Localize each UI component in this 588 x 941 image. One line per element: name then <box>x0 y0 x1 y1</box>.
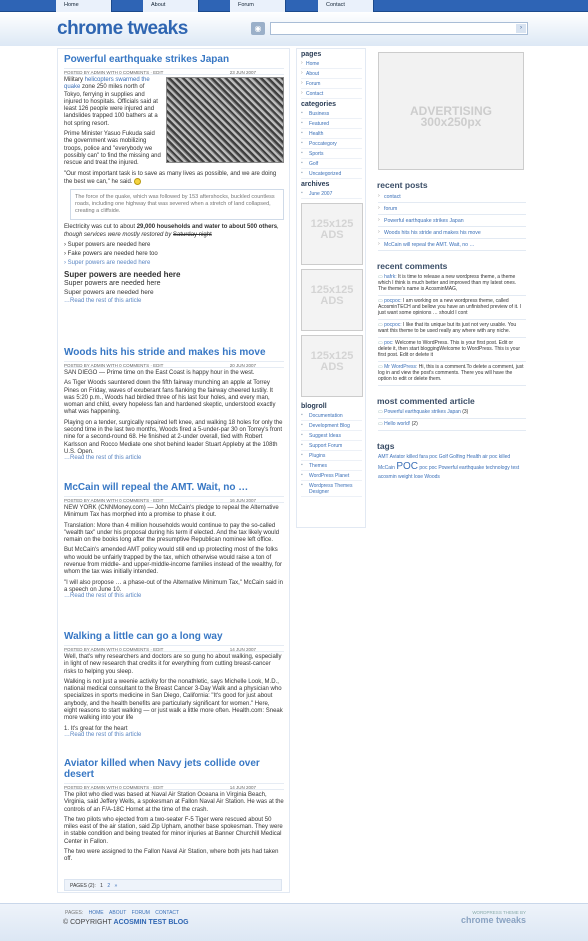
sidebar-link[interactable]: › About <box>301 69 362 79</box>
read-more-link[interactable]: …Read the rest of this article <box>64 455 142 462</box>
sidebar-heading: blogroll <box>301 403 327 410</box>
footer-link-home[interactable]: HOME <box>88 910 104 916</box>
recent-post-link[interactable]: › Woods hits his stride and makes his move <box>378 227 526 239</box>
archive-link[interactable]: ▪ June 2007 <box>301 189 362 199</box>
post-date: 23 JUN 2007 <box>229 70 256 75</box>
list-item: › Fake powers are needed here too <box>64 251 158 258</box>
recent-post-link[interactable]: › Powerful earthquake strikes Japan <box>378 215 526 227</box>
recent-comment: ▭ poc: Welcome to WordPress. This is your first post. Edit or delete it, then start bloggingWelcome to WordPress. This is your first post. Edit or delete it <box>378 338 526 362</box>
page-1[interactable]: 1 <box>100 883 103 889</box>
recent-comment: ▭ pocpoc: I am working on a new wordpress theme, called AcosminTECH and bellow you have an unfinished preview of it. I just want some opinions … should I cont <box>378 296 526 320</box>
category-link[interactable]: ▪ Business <box>301 109 362 119</box>
top-nav-bar <box>0 0 588 12</box>
post-meta: POSTED BY ADMIN WITH 0 COMMENTS · EDIT 14 JUN 2007 <box>64 645 284 652</box>
comment-icon: ▭ <box>378 274 385 280</box>
recent-post-link[interactable]: › contact <box>378 191 526 203</box>
site-logo[interactable]: chrome tweaks <box>57 18 188 39</box>
inline-link[interactable]: helicopters swarmed the quake <box>64 77 150 91</box>
sidebar-heading: archives <box>301 181 330 188</box>
post-meta: POSTED BY ADMIN WITH 0 COMMENTS · EDIT 16 JUN 2007 <box>64 496 284 503</box>
sidebar-heading: recent comments <box>377 261 448 271</box>
post <box>64 631 284 738</box>
sidebar-heading: categories <box>301 101 337 108</box>
tag-link[interactable]: poc poc <box>419 465 437 471</box>
recent-post-link[interactable]: › McCain will repeal the AMT. Wait, no … <box>378 239 526 251</box>
header <box>0 12 588 46</box>
tag-link[interactable]: McCain <box>378 465 395 471</box>
heading: Super powers are needed here <box>64 269 181 279</box>
sidebar-link[interactable]: › Home <box>301 59 362 69</box>
recent-comment: ▭ hafrk: It is time to release a new wordpress theme, a theme which I think is much better and improved than my latest ones. The theme's name is AcosminMAG, <box>378 272 526 296</box>
tag-link[interactable]: Aviator killed <box>389 454 418 460</box>
blogroll-link[interactable]: ▪ Support Forum <box>301 441 362 451</box>
post <box>64 347 284 461</box>
recent-comment: ▭ Mr WordPress: Hi, this is a comment.To delete a comment, just log in and view the post's comments. There you will have the option to edit or delete them. <box>378 362 526 386</box>
post-title[interactable]: Walking a little can go a long way <box>64 631 223 642</box>
post <box>64 482 284 599</box>
tag-link[interactable]: acosmin <box>378 474 397 480</box>
heading: Super powers are needed here <box>64 289 154 297</box>
tag-link[interactable]: Golf <box>438 454 448 460</box>
footer-link-contact[interactable]: CONTACT <box>155 910 180 916</box>
post-date: 14 JUN 2007 <box>229 785 256 790</box>
next-page[interactable]: » <box>114 883 118 889</box>
post-body: Well, that's why researchers and doctors are so gung ho about walking, especially in light of new research that credits it for everything from cutting breast-cancer risks to helping you sleep. Walking is not just a weenie activity for the nonathletic, says Michelle Look, M.D., national medical consultant to the Breast Cancer 3-Day Walk and a physician who specializes in sports medicine in San Diego, California: "It's good for just about anybody, and the health benefits are particularly significant for women." Here, eight reasons to start walking — or just walk a little more often. Health.com: Sneak more walking into your life 1. It's great for the heart <box>64 654 283 732</box>
blogroll-link[interactable]: ▪ Suggest Ideas <box>301 431 362 441</box>
post-body: Military helicopters swarmed the quake zone 250 miles north of Tokyo, ferrying in supplies and injured to hospitals. Officials said at least 126 people were injured and landslides trapped 100 bathers at a hot spring resort. Prime Minister Yasuo Fukuda said the government was mobilizing troops, police and "everybody we possibly can" to find the missing and rescue and treat the injured. "Our most important task is to save as many lives as possible, and we are doing the best we can," he said. The force of the quake, which was followed by 153 aftershocks, buckled countless roads, including one highway that was severed when a stretch of land collapsed, creating a cliffside. Electricity was cut to about 29,000 households and water to about 500 others, though services were mostly restored by Saturday night › Super powers are needed here › Fake powers are needed here too › Super powers are needed here Super powers are needed here Super powers are needed here Super powers are needed here <box>64 77 284 297</box>
list-item: › Super powers are needed here <box>64 241 151 248</box>
blogroll-link[interactable]: ▪ Themes <box>301 461 362 471</box>
read-more-link[interactable]: …Read the rest of this article <box>64 593 142 600</box>
post-image <box>166 77 284 163</box>
search-input[interactable] <box>270 22 528 35</box>
blogroll-link[interactable]: ▪ Wordpress Themes Designer <box>301 481 362 497</box>
category-link[interactable]: ▪ Golf <box>301 159 362 169</box>
post-body: SAN DIEGO — Prime time on the East Coast is happy hour in the west. As Tiger Woods sauntered down the fifth fairway munching an apple at Torrey Pines on Friday, waves of exuberant fans flanking the fairway cheered lustily. It was 5:20 p.m., Woods had birdied three of his last four holes, and every man, woman and child, every hopeless fan and hardened skeptic, understood exactly what was happening. Playing on a tender, surgically repaired left knee, and walking 18 holes for only the second time in the last two months, Woods fired a 5-under-par 30 on Torrey's front nine for a second-round 68. He finished at 2-under overall, tied with Robert Karlsson and Rocco Mediate one shot behind leader Stuart Appleby at the 108th U.S. Open. <box>64 370 283 455</box>
post-title[interactable]: Aviator killed when Navy jets collide over desert <box>64 758 260 780</box>
sidebar-link[interactable]: › Forum <box>301 79 362 89</box>
category-link[interactable]: ▪ Sports <box>301 149 362 159</box>
most-commented-item: ▭ Powerful earthquake strikes Japan (3) <box>378 407 526 419</box>
tag-link[interactable]: test <box>511 465 520 471</box>
heading: Super powers are needed here <box>64 280 161 288</box>
read-more-link[interactable]: …Read the rest of this article <box>64 297 142 304</box>
category-link[interactable]: ▪ Poccategory <box>301 139 362 149</box>
category-link[interactable]: ▪ Featured <box>301 119 362 129</box>
post-meta: POSTED BY ADMIN WITH 0 COMMENTS · EDIT 23 JUN 2007 <box>64 68 284 75</box>
tag-link[interactable]: fara poc <box>419 454 438 460</box>
post-date: 20 JUN 2007 <box>229 363 256 368</box>
tag-link[interactable]: AMT <box>378 454 389 460</box>
tag-link[interactable]: Powerful earthquake technology <box>438 465 510 471</box>
sidebar-link[interactable]: › Contact <box>301 89 362 99</box>
theme-credit: WORDPRESS THEME BY chrome tweaks <box>460 910 526 925</box>
tag-link[interactable]: POC <box>396 461 419 472</box>
nav-forum[interactable]: Forum <box>230 0 286 12</box>
post-title[interactable]: Powerful earthquake strikes Japan <box>64 54 230 65</box>
post <box>64 758 284 867</box>
footer-link-forum[interactable]: FORUM <box>131 910 150 916</box>
post-title[interactable]: McCain will repeal the AMT. Wait, no … <box>64 482 249 493</box>
blogroll-link[interactable]: ▪ WordPress Planet <box>301 471 362 481</box>
comment-icon: ▭ <box>378 364 385 370</box>
category-link[interactable]: ▪ Health <box>301 129 362 139</box>
recent-post-link[interactable]: › forum <box>378 203 526 215</box>
tag-link[interactable]: Health <box>466 454 481 460</box>
post-meta: POSTED BY ADMIN WITH 0 COMMENTS · EDIT 20 JUN 2007 <box>64 361 284 368</box>
tag-cloud <box>378 453 526 482</box>
rss-icon[interactable]: ◉ <box>251 22 265 35</box>
sidebar-heading: pages <box>301 51 322 58</box>
comment-icon: ▭ <box>378 298 385 304</box>
most-commented-item: ▭ Hello world! (2) <box>378 419 526 431</box>
category-link[interactable]: ▪ Uncategorized <box>301 169 362 179</box>
ad-125[interactable]: 125x125 ADS <box>301 335 363 397</box>
post-title[interactable]: Woods hits his stride and makes his move <box>64 347 266 358</box>
nav-contact[interactable]: Contact <box>318 0 374 12</box>
tag-link[interactable]: Golfing <box>449 454 466 460</box>
smiley-icon <box>134 178 141 185</box>
tag-link[interactable]: air poc <box>482 454 498 460</box>
footer-nav: PAGES: HOME ABOUT FORUM CONTACT <box>65 910 180 916</box>
nav-home[interactable]: Home <box>56 0 112 12</box>
sidebar-heading: tags <box>377 441 395 451</box>
recent-comment: ▭ pocpoc: I like that its unique but its just not very usable. You want this theme to be used really any where with any niche. <box>378 320 526 338</box>
nav-about[interactable]: About <box>143 0 199 12</box>
blockquote: The force of the quake, which was followed by 153 aftershocks, buckled countless roads, including one highway that was severed when a stretch of land collapsed, creating a cliffside. <box>70 189 284 220</box>
tag-link[interactable]: Woods <box>424 474 440 480</box>
post-date: 16 JUN 2007 <box>229 498 256 503</box>
tag-link[interactable]: killed <box>498 454 511 460</box>
ad-125[interactable]: 125x125 ADS <box>301 203 363 265</box>
blogroll-link[interactable]: ▪ Development Blog <box>301 421 362 431</box>
ad-300x250[interactable]: ADVERTISING 300x250px <box>378 52 524 170</box>
main-content <box>57 48 290 893</box>
tag-link[interactable]: weight lose <box>398 474 424 480</box>
ad-125[interactable]: 125x125 ADS <box>301 269 363 331</box>
pagination: PAGES (2): 1 2 » <box>64 879 282 891</box>
search-button[interactable]: › <box>516 24 526 33</box>
blogroll-link[interactable]: ▪ Documentation <box>301 411 362 421</box>
comment-icon: ▭ <box>378 340 385 346</box>
sidebar-heading: most commented article <box>377 396 475 406</box>
list-item[interactable]: › Super powers are needed here <box>64 260 151 267</box>
comment-icon: ▭ <box>378 322 385 328</box>
copyright: © COPYRIGHT ACOSMIN TEST BLOG <box>63 919 189 926</box>
page-2[interactable]: 2 <box>107 883 111 889</box>
post <box>64 54 284 304</box>
blogroll-link[interactable]: ▪ Plugins <box>301 451 362 461</box>
post-body: NEW YORK (CNNMoney.com) — John McCain's pledge to repeal the Alternative Minimum Tax has morphed into a promise to phase it out. Translation: More than 4 million households would continue to pay the so-called "wealth tax" under his proposal during his term if elected. And the tax likely would remain on the books long after the presumptive Republican nominee left office. But McCain's amended AMT policy would still end up protecting most of the folks who would be unfairly trapped by the tax, which otherwise would raise a ton of revenue from middle- and upper-middle-income families instead of the wealthy, for whom the tax was initially intended. "I will also propose … a phase-out of the Alternative Minimum Tax," McCain said in a speech on June 10. <box>64 505 283 593</box>
middle-sidebar <box>296 48 366 528</box>
right-sidebar <box>372 48 530 528</box>
post-meta: POSTED BY ADMIN WITH 0 COMMENTS · EDIT 14 JUN 2007 <box>64 783 284 790</box>
post-date: 14 JUN 2007 <box>229 647 256 652</box>
footer <box>0 903 588 941</box>
footer-link-about[interactable]: ABOUT <box>109 910 127 916</box>
post-body: The pilot who died was based at Naval Air Station Oceana in Virginia Beach, Virginia, said Jeffery Wells, a spokesman at Fallon Naval Air Station. He was at the controls of an F/A-18C Hornet at the time of the crash. The two pilots who ejected from a two-seater F-5 Tiger were rescued about 50 miles east of the air station, said Zip Upham, another base spokesman. They were in stable condition and being treated for minor injuries at Banner Churchill Medical Center in Fallon. The two were assigned to the Fallon Naval Air Station, where both jets had taken off. <box>64 792 284 863</box>
read-more-link[interactable]: …Read the rest of this article <box>64 731 142 738</box>
sidebar-heading: recent posts <box>377 180 428 190</box>
